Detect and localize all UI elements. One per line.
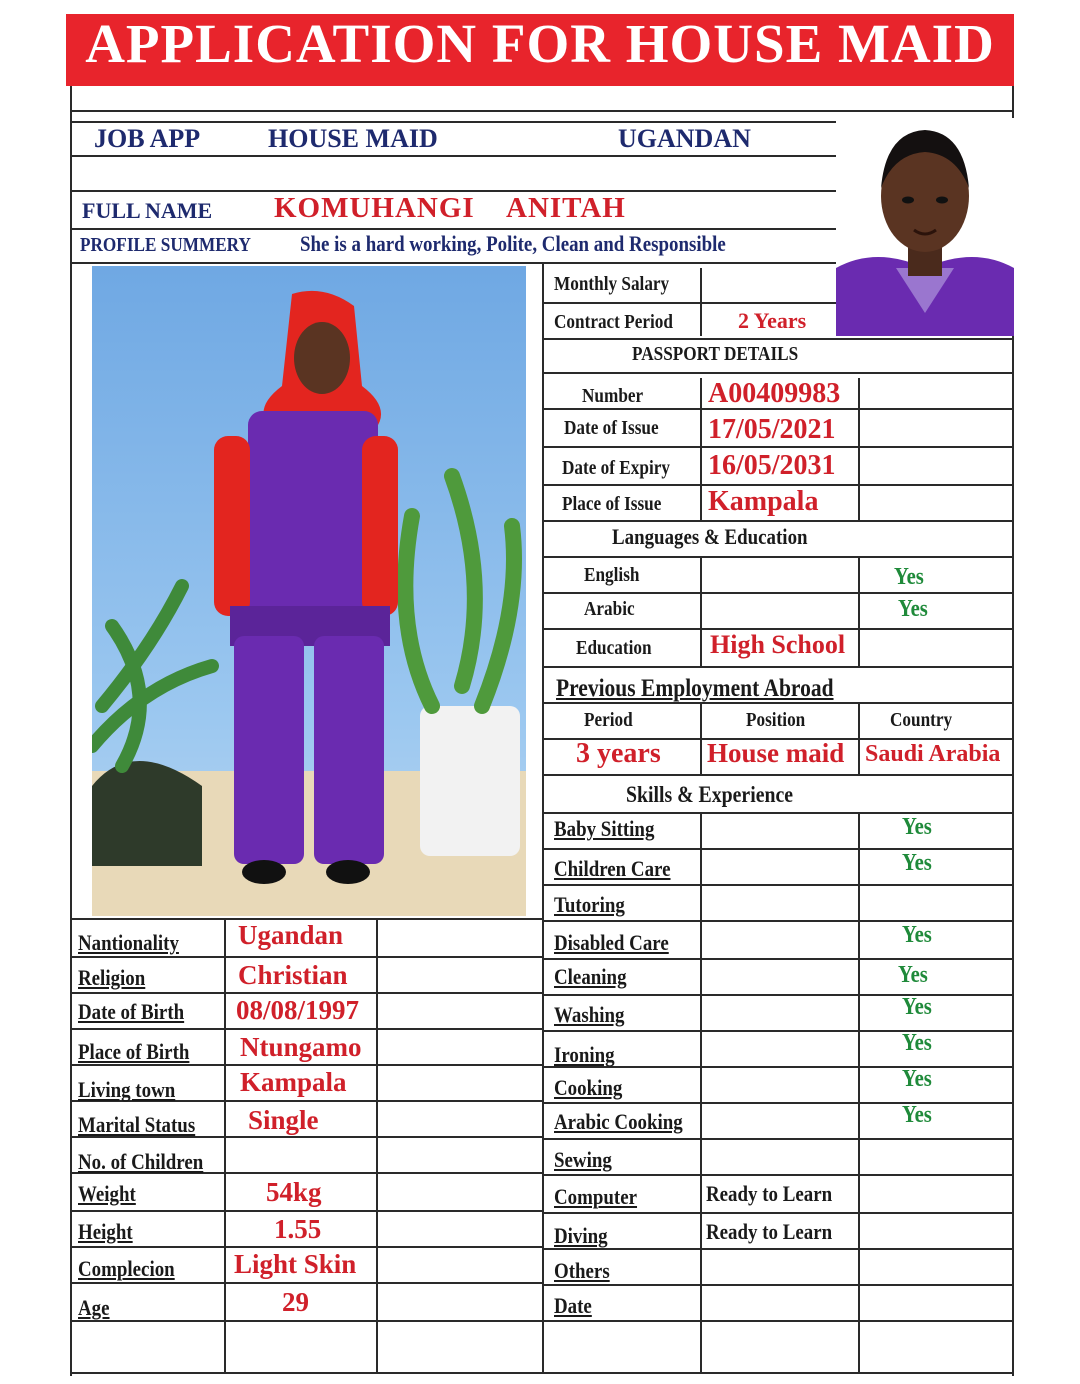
contract-period-value: 2 Years — [738, 308, 807, 333]
skill-value: Yes — [902, 1030, 932, 1056]
skill-value: Yes — [902, 922, 932, 948]
skill-label: Cooking — [554, 1075, 623, 1100]
employment-country-label: Country — [890, 709, 953, 731]
place-of-issue-label: Place of Issue — [562, 493, 662, 515]
skill-label: Sewing — [554, 1147, 612, 1172]
personal-value: 29 — [282, 1287, 309, 1317]
headshot-photo — [836, 118, 1014, 336]
arabic-value: Yes — [898, 596, 928, 622]
personal-value: 54kg — [266, 1177, 322, 1207]
employment-period: 3 years — [576, 738, 661, 769]
skill-label: Date — [554, 1293, 592, 1318]
personal-label: Marital Status — [78, 1112, 196, 1137]
frame-left — [70, 86, 72, 1376]
education-value: High School — [710, 630, 846, 659]
passport-number: A00409983 — [708, 378, 841, 409]
skill-note: Ready to Learn — [706, 1219, 833, 1244]
english-value: Yes — [894, 564, 924, 590]
first-name: KOMUHANGI — [274, 192, 475, 224]
skill-label: Arabic Cooking — [554, 1109, 683, 1134]
personal-value: 08/08/1997 — [236, 995, 360, 1025]
arabic-label: Arabic — [584, 598, 635, 620]
skill-label: Children Care — [554, 856, 671, 881]
skill-label: Ironing — [554, 1042, 615, 1067]
skills-heading: Skills & Experience — [626, 782, 794, 807]
education-label: Education — [576, 637, 652, 659]
skill-label: Computer — [554, 1184, 638, 1209]
full-name-label: FULL NAME — [82, 198, 213, 223]
expiry-date: 16/05/2031 — [708, 450, 836, 481]
languages-heading: Languages & Education — [612, 524, 808, 549]
employment-position-label: Position — [746, 709, 806, 731]
personal-label: Weight — [78, 1181, 136, 1206]
page-title: APPLICATION FOR HOUSE MAID — [85, 13, 995, 74]
personal-label: Complecion — [78, 1256, 175, 1281]
skill-label: Tutoring — [554, 892, 625, 917]
skill-value: Yes — [902, 1102, 932, 1128]
skill-value: Yes — [902, 1066, 932, 1092]
last-name: ANITAH — [506, 192, 626, 224]
profile-label: PROFILE SUMMERY — [80, 234, 251, 256]
personal-value: Christian — [238, 960, 348, 990]
personal-label: Religion — [78, 965, 146, 990]
full-body-photo — [92, 266, 526, 916]
place-of-issue: Kampala — [708, 486, 819, 517]
monthly-salary-label: Monthly Salary — [554, 273, 670, 295]
skill-value: Yes — [902, 814, 932, 840]
personal-label: No. of Children — [78, 1149, 204, 1174]
employment-position: House maid — [707, 738, 845, 768]
personal-value: 1.55 — [274, 1214, 322, 1244]
passport-heading: PASSPORT DETAILS — [632, 343, 799, 365]
personal-label: Age — [78, 1295, 110, 1320]
frame-bottom — [70, 1372, 1014, 1374]
contract-period-label: Contract Period — [554, 311, 673, 333]
job-nationality: UGANDAN — [618, 124, 751, 153]
english-label: English — [584, 564, 640, 586]
issue-date-label: Date of Issue — [564, 417, 659, 439]
skill-value: Yes — [898, 962, 928, 988]
issue-date: 17/05/2021 — [708, 414, 836, 445]
skill-label: Baby Sitting — [554, 816, 655, 841]
skill-label: Others — [554, 1258, 610, 1283]
skill-note: Ready to Learn — [706, 1181, 833, 1206]
expiry-date-label: Date of Expiry — [562, 457, 670, 479]
personal-value: Light Skin — [234, 1249, 357, 1279]
personal-label: Living town — [78, 1077, 176, 1102]
skill-value: Yes — [902, 994, 932, 1020]
full-body-image — [92, 266, 526, 916]
skill-value: Yes — [902, 850, 932, 876]
portrait-image — [836, 118, 1014, 336]
personal-label: Height — [78, 1219, 133, 1244]
employment-period-label: Period — [584, 709, 633, 731]
skill-label: Diving — [554, 1223, 608, 1248]
job-app-label: JOB APP — [94, 124, 201, 153]
personal-value: Ntungamo — [240, 1032, 362, 1062]
personal-label: Nantionality — [78, 930, 179, 955]
skill-label: Cleaning — [554, 964, 627, 989]
personal-value: Single — [248, 1105, 319, 1135]
personal-label: Place of Birth — [78, 1039, 190, 1064]
employment-country: Saudi Arabia — [865, 741, 1001, 767]
personal-label: Date of Birth — [78, 999, 185, 1024]
passport-number-label: Number — [582, 385, 644, 407]
profile-summary: She is a hard working, Polite, Clean and Responsible — [300, 231, 726, 256]
job-position: HOUSE MAID — [268, 124, 438, 153]
personal-value: Kampala — [240, 1067, 347, 1097]
personal-value: Ugandan — [238, 920, 344, 950]
employment-heading: Previous Employment Abroad — [556, 675, 834, 702]
skill-label: Washing — [554, 1002, 625, 1027]
skill-label: Disabled Care — [554, 930, 669, 955]
